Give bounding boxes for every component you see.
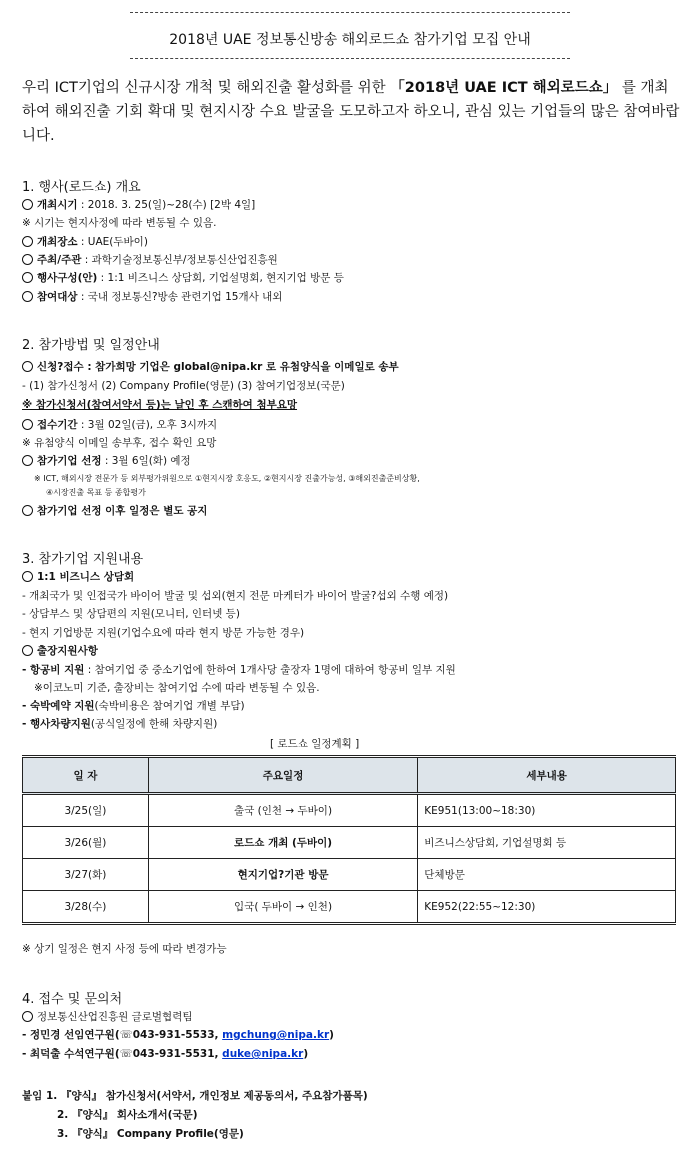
intro-paragraph [22,76,682,148]
intro-text-rest: 를 개최하여 해외진출 기회 확대 및 현지시장 수요 발굴을 도모하고자 하오니, 관심 있는 기업들의 많은 참여바랍니다. [22,80,680,144]
label: 참여대상 [37,291,78,303]
biz-item-2: - 상담부스 및 상담편의 지원(모니터, 인터넷 등) [22,608,240,620]
table-row [23,859,676,891]
paren: ) [303,1048,309,1060]
value: : 과학기술정보통신부/정보통신산업진흥원 [81,254,278,266]
cell-main: 현지기업?기관 방문 [148,859,417,891]
circle-bullet-icon [22,505,33,516]
circle-bullet-icon [22,419,33,430]
cell-date: 3/25(일) [23,794,149,827]
cell-main: 입국( 두바이 → 인천) [148,891,417,924]
value: : 1:1 비즈니스 상담회, 기업설명회, 현지기업 방문 등 [97,272,344,284]
contact-name: - 최덕출 수석연구원(☏043-931-5531, [22,1048,223,1060]
section-2-heading: 2. 참가방법 및 일정안내 [22,338,160,353]
paren: ) [329,1029,334,1041]
circle-bullet-icon [22,455,33,466]
circle-bullet-icon [22,199,33,210]
title-rule-top [130,12,570,13]
hotel-support [22,698,245,713]
attachment-2: 2. 『양식』 회사소개서(국문) [57,1109,198,1121]
label: 참가기업 선정 [37,455,102,467]
label: - 항공비 지원 [22,664,85,676]
section-1-heading: 1. 행사(로드쇼) 개요 [22,180,141,195]
label: 개최시기 [37,199,78,211]
travel-support [22,643,98,658]
circle-bullet-icon [22,645,33,656]
event-host [22,252,278,267]
cell-main: 출국 (인천 → 두바이) [148,794,417,827]
value: (공식일정에 한해 차량지원) [90,718,218,730]
biz-meeting [22,569,134,584]
contact-email-link[interactable]: duke@nipa.kr [222,1048,304,1060]
label: 개최장소 [37,236,78,248]
contact-email-link[interactable]: mgchung@nipa.kr [222,1029,330,1041]
contact-1 [22,1027,334,1042]
table-header-row [23,757,676,794]
label: 주최/주관 [37,254,82,266]
criteria-line-1: ※ ICT, 해외시장 전문가 등 외부평가위원으로 ①현지시장 호응도, ②현지시장 진출가능성, ③해외진출준비상황, [34,474,420,483]
circle-bullet-icon [22,272,33,283]
value: : UAE(두바이) [77,236,148,248]
section-4-heading: 4. 접수 및 문의처 [22,992,123,1007]
apply-line [22,359,399,374]
header-detail: 세부내용 [418,757,676,794]
schedule-table [22,755,676,925]
selection-date [22,453,191,468]
airfare-support [22,662,456,677]
cell-main: 로드쇼 개최 (두바이) [148,827,417,859]
cell-date: 3/26(월) [23,827,149,859]
contact-org [22,1009,192,1024]
label: - 행사차량지원 [22,718,91,730]
circle-bullet-icon [22,361,33,372]
table-row [23,794,676,827]
contact-2 [22,1046,308,1061]
apply-period [22,417,217,432]
car-support [22,716,217,731]
circle-bullet-icon [22,236,33,247]
value: : 참여기업 중 중소기업에 한하여 1개사당 출장자 1명에 대하여 항공비 일부 지원 [84,664,456,676]
circle-bullet-icon [22,1011,33,1022]
contact-name: - 정민경 선임연구원(☏043-931-5533, [22,1029,223,1041]
seal-note: ※ 참가신청서(참여서약서 등)는 날인 후 스캔하여 첨부요망 [22,399,298,411]
intro-text: 우리 ICT기업의 신규시장 개척 및 해외진출 활성화를 위한 [22,80,391,96]
apply-text: 신청?접수 : 참가희망 기업은 global@nipa.kr 로 유첨양식을 이메일로 송부 [37,361,399,373]
cell-detail: KE952(22:55~12:30) [418,891,676,924]
table-note: ※ 상기 일정은 현지 사정 등에 따라 변경가능 [22,943,227,955]
circle-bullet-icon [22,291,33,302]
biz-meeting-label: 1:1 비즈니스 상담회 [37,571,135,583]
page-title: 2018년 UAE 정보통신방송 해외로드쇼 참가기업 모집 안내 [169,32,531,48]
value: : 2018. 3. 25(일)~28(수) [2박 4일] [77,199,256,211]
event-name: 「2018년 UAE ICT 해외로드쇼」 [390,80,618,96]
biz-item-3: - 현지 기업방문 지원(기업수요에 따라 현지 방문 가능한 경우) [22,627,305,639]
value: (숙박비용은 참여기업 개별 부담) [94,700,245,712]
header-date: 일 자 [23,757,149,794]
label: 행사구성(안) [37,272,98,284]
after-selection [22,503,207,518]
airfare-note: ※이코노미 기준, 출장비는 참여기업 수에 따라 변동될 수 있음. [34,682,320,694]
cell-date: 3/27(화) [23,859,149,891]
value: : 3월 6일(화) 예정 [101,455,191,467]
email-note: ※ 유첨양식 이메일 송부후, 접수 확인 요망 [22,437,217,449]
after-selection-text: 참가기업 선정 이후 일정은 별도 공지 [37,505,208,517]
header-main: 주요일정 [148,757,417,794]
event-program [22,270,344,285]
event-target [22,289,282,304]
attachment-3: 3. 『양식』 Company Profile(영문) [57,1128,244,1140]
value: : 3월 02일(금), 오후 3시까지 [77,419,218,431]
circle-bullet-icon [22,254,33,265]
event-date [22,197,255,212]
biz-item-1: - 개최국가 및 인접국가 바이어 발굴 및 섭외(현지 전문 마케터가 바이어 발굴?섭외 수행 예정) [22,590,449,602]
org-name: 정보통신산업진흥원 글로벌협력팀 [37,1011,193,1023]
travel-support-label: 출장지원사항 [37,645,98,657]
table-row [23,891,676,924]
table-row [23,827,676,859]
label: - 숙박예약 지원 [22,700,95,712]
section-3-heading: 3. 참가기업 지원내용 [22,552,144,567]
title-rule-bottom [130,58,570,59]
label: 접수기간 [37,419,78,431]
event-place [22,234,148,249]
cell-date: 3/28(수) [23,891,149,924]
cell-detail: KE951(13:00~18:30) [418,794,676,827]
cell-detail: 단체방문 [418,859,676,891]
circle-bullet-icon [22,571,33,582]
attachment-1: 붙임 1. 『양식』 참가신청서(서약서, 개인정보 제공동의서, 주요참가품목) [22,1090,368,1102]
cell-detail: 비즈니스상담회, 기업설명회 등 [418,827,676,859]
criteria-line-2: ④시장진출 목표 등 종합평가 [46,488,146,497]
required-docs: - (1) 참가신청서 (2) Company Profile(영문) (3) 참여기업정보(국문) [22,380,345,392]
value: : 국내 정보통신?방송 관련기업 15개사 내외 [77,291,283,303]
table-caption: [ 로드쇼 일정계획 ] [270,738,360,750]
date-note: ※ 시기는 현지사정에 따라 변동될 수 있음. [22,217,217,229]
